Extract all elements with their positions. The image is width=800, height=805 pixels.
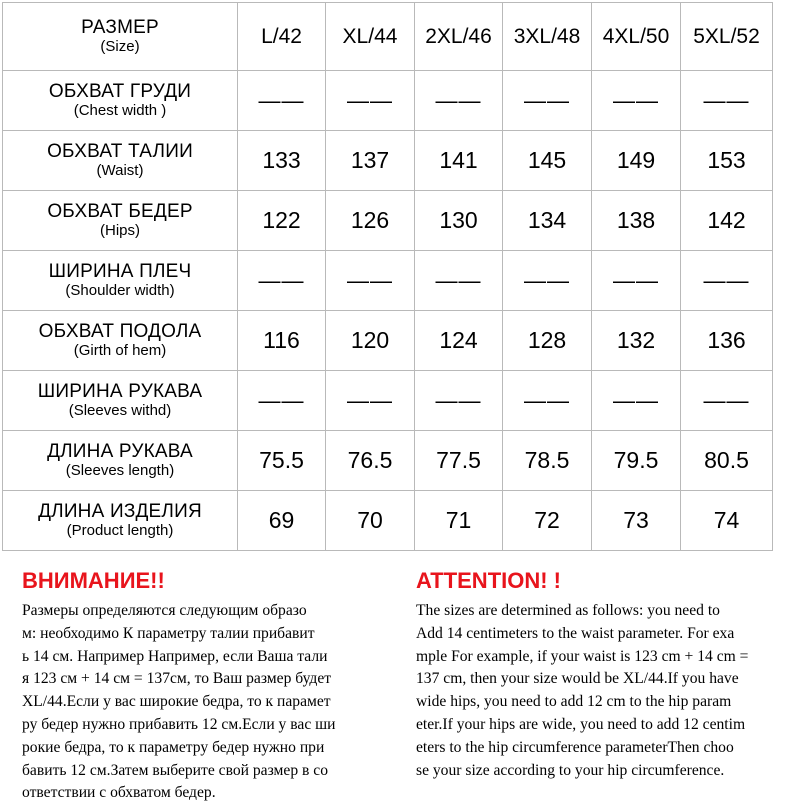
notice-line: wide hips, you need to add 12 cm to the hip param [416,693,732,711]
measurement-value: —— [592,371,681,431]
measurement-value: —— [238,71,326,131]
notice-en-body [416,600,800,782]
notice-ru-title: ВНИМАНИЕ!! [22,568,165,593]
measurement-value: 120 [326,311,415,371]
measurement-value: 141 [415,131,503,191]
measurement-value: 79.5 [592,431,681,491]
measurement-row [3,431,773,491]
measurement-value: —— [415,251,503,311]
measurement-value: —— [592,251,681,311]
measurement-value: 78.5 [503,431,592,491]
measurement-label-cell [3,491,238,551]
measurement-name-en: (Sleeves withd) [68,402,172,419]
notice-line: бавить 12 см.Затем выберите свой размер в со [22,761,329,779]
measurement-value: 71 [415,491,503,551]
measurement-value: —— [681,71,773,131]
measurement-row [3,371,773,431]
measurement-label-cell [3,311,238,371]
measurement-value: —— [415,371,503,431]
measurement-name-ru: ОБХВАТ БЕДЕР [47,201,193,222]
size-label: L/42 [238,3,326,71]
notice-line: 137 cm, then your size would be XL/44.If you have [416,670,739,688]
measurement-value: —— [681,371,773,431]
measurement-name-ru: ШИРИНА ПЛЕЧ [48,261,192,282]
measurement-value: 145 [503,131,592,191]
measurement-row [3,131,773,191]
measurement-name-en: (Chest width ) [73,102,167,119]
measurement-name-ru: ОБХВАТ ТАЛИИ [47,141,193,162]
measurement-value: —— [238,371,326,431]
measurement-name-ru: ОБХВАТ ГРУДИ [48,81,192,102]
measurement-value: —— [592,71,681,131]
measurement-value: 137 [326,131,415,191]
notice-line: ответствии с обхватом бедер. [22,784,216,802]
measurement-value: 133 [238,131,326,191]
size-label: 4XL/50 [592,3,681,71]
notice-line: XL/44.Если у вас широкие бедра, то к парамет [22,693,331,711]
notice-line: рокие бедра, то к параметру бедер нужно при [22,738,325,756]
measurement-value: 70 [326,491,415,551]
measurement-value: 75.5 [238,431,326,491]
measurement-name-en: (Girth of hem) [73,342,167,359]
notice-line: я 123 см + 14 см = 137см, то Ваш размер будет [22,670,332,688]
measurement-label-cell [3,191,238,251]
notice-line: ру бедер нужно прибавить 12 см.Если у вас ши [22,715,336,733]
measurement-value: 77.5 [415,431,503,491]
measurement-value: 122 [238,191,326,251]
measurement-value: —— [326,71,415,131]
notice-russian [22,568,394,805]
measurement-name-en: (Product length) [66,522,174,539]
notice-line: Размеры определяются следующим образо [22,602,307,619]
measurement-row [3,191,773,251]
notice-line: eter.If your hips are wide, you need to add 12 centim [416,715,746,733]
measurement-value: 149 [592,131,681,191]
measurement-name-en: (Sleeves length) [65,462,175,479]
measurement-name-ru: ДЛИНА ИЗДЕЛИЯ [38,501,202,522]
notice-line: The sizes are determined as follows: you need to [416,602,720,619]
measurement-value: 153 [681,131,773,191]
measurement-row [3,311,773,371]
measurement-label-cell [3,131,238,191]
notice-line: м: необходимо К параметру талии прибавит [22,624,315,642]
measurement-label-cell [3,251,238,311]
measurement-value: 74 [681,491,773,551]
measurement-value: 116 [238,311,326,371]
measurement-value: —— [415,71,503,131]
measurement-row [3,251,773,311]
size-label: 2XL/46 [415,3,503,71]
measurement-value: 80.5 [681,431,773,491]
measurement-row [3,71,773,131]
measurement-value: 136 [681,311,773,371]
measurement-value: 134 [503,191,592,251]
measurement-value: —— [503,71,592,131]
measurement-value: —— [238,251,326,311]
measurement-value: 72 [503,491,592,551]
measurement-name-ru: ОБХВАТ ПОДОЛА [38,321,202,342]
size-label: 3XL/48 [503,3,592,71]
notice-line: eters to the hip circumference parameterThen choo [416,738,734,756]
size-label: XL/44 [326,3,415,71]
size-header-row [3,3,773,71]
notice-ru-body [22,600,394,805]
measurement-name-en: (Shoulder width) [65,282,175,299]
size-chart-table [2,2,773,551]
measurement-value: —— [326,251,415,311]
measurement-name-ru: ДЛИНА РУКАВА [47,441,193,462]
size-header-en: (Size) [100,38,140,55]
measurement-label-cell [3,371,238,431]
measurement-value: 142 [681,191,773,251]
measurement-value: —— [503,371,592,431]
size-header-cell [3,3,238,71]
notice-line: Add 14 centimeters to the waist parameter. For exa [416,624,735,642]
measurement-value: 124 [415,311,503,371]
measurement-value: 73 [592,491,681,551]
measurement-label-cell [3,431,238,491]
measurement-label-cell [3,71,238,131]
size-header-ru: РАЗМЕР [81,17,159,38]
measurement-name-ru: ШИРИНА РУКАВА [37,381,203,402]
measurement-value: —— [503,251,592,311]
measurement-value: 132 [592,311,681,371]
measurement-value: 76.5 [326,431,415,491]
measurement-value: 138 [592,191,681,251]
measurement-value: 128 [503,311,592,371]
notice-line: mple For example, if your waist is 123 cm + 14 cm = [416,647,749,665]
measurement-row [3,491,773,551]
measurement-value: —— [326,371,415,431]
notice-en-title: ATTENTION! ! [416,568,562,593]
measurement-value: 69 [238,491,326,551]
notice-line: se your size according to your hip circumference. [416,761,725,779]
measurement-name-en: (Waist) [96,162,144,179]
size-label: 5XL/52 [681,3,773,71]
measurement-value: 126 [326,191,415,251]
measurement-value: —— [681,251,773,311]
measurement-name-en: (Hips) [100,222,140,239]
measurement-value: 130 [415,191,503,251]
notice-line: ь 14 см. Например Например, если Ваша тали [22,647,328,665]
notice-english [416,568,800,782]
